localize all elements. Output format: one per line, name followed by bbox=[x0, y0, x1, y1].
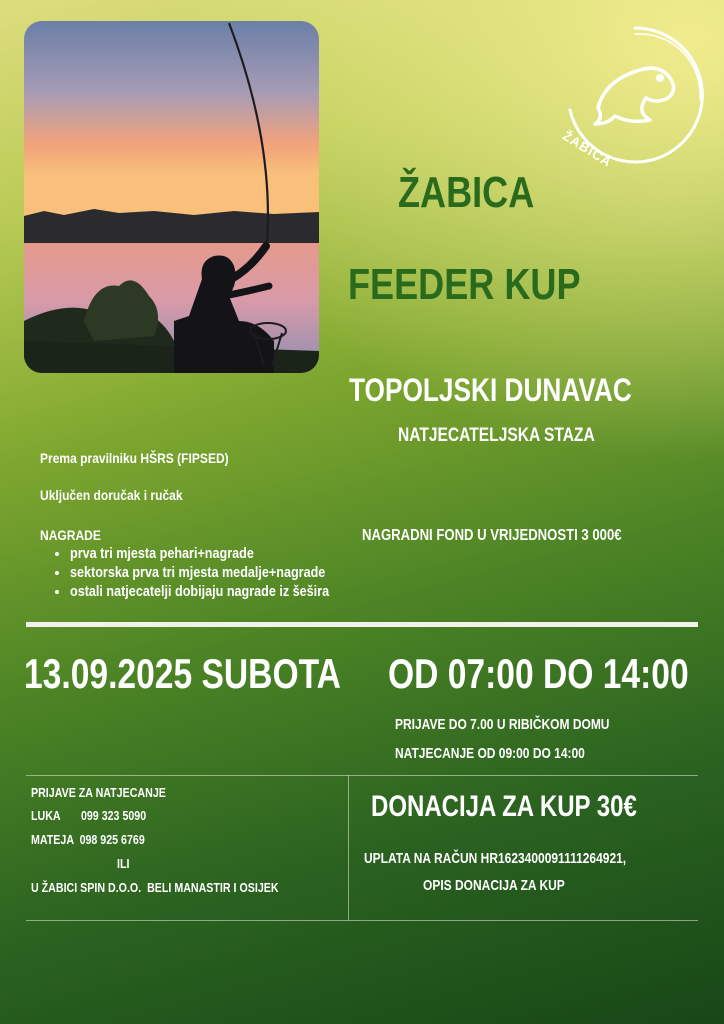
frog-icon bbox=[595, 68, 674, 124]
donation-payment: UPLATA NA RAČUN HR1623400091111264921, bbox=[364, 850, 627, 867]
prizes-heading: NAGRADE bbox=[40, 527, 101, 543]
prizes-list bbox=[54, 544, 378, 601]
title-line-2: FEEDER KUP bbox=[348, 260, 581, 309]
location-name: TOPOLJSKI DUNAVAC bbox=[349, 372, 632, 408]
divider bbox=[26, 775, 698, 776]
event-date: 13.09.2025 SUBOTA bbox=[24, 650, 341, 697]
divider bbox=[26, 920, 698, 921]
prize-fund: NAGRADNI FOND U VRIJEDNOSTI 3 000€ bbox=[362, 527, 622, 544]
contact-mateja: MATEJA 098 925 6769 bbox=[31, 832, 145, 847]
donation-title: DONACIJA ZA KUP 30€ bbox=[371, 790, 637, 823]
contacts-heading: PRIJAVE ZA NATJECANJE bbox=[31, 785, 166, 800]
location-sub: NATJECATELJSKA STAZA bbox=[398, 425, 595, 446]
title-line-1: ŽABICA bbox=[398, 168, 535, 217]
competition-time: NATJECANJE OD 09:00 DO 14:00 bbox=[395, 745, 585, 762]
contact-shop: U ŽABICI SPIN D.O.O. BELI MANASTIR I OSIJEK bbox=[31, 880, 279, 895]
contact-or: ILI bbox=[117, 856, 130, 871]
divider bbox=[348, 775, 349, 920]
rules-text: Prema pravilniku HŠRS (FIPSED) bbox=[40, 450, 229, 466]
list-item: • prva tri mjesta pehari+nagrade bbox=[70, 544, 378, 563]
contact-luka: LUKA 099 323 5090 bbox=[31, 808, 147, 823]
donation-description: OPIS DONACIJA ZA KUP bbox=[423, 877, 565, 894]
registration-time: PRIJAVE DO 7.00 U RIBIČKOM DOMU bbox=[395, 716, 610, 733]
list-item: • ostali natjecatelji dobijaju nagrade iz šešira bbox=[70, 582, 378, 601]
logo-text: ŽABICA bbox=[560, 128, 615, 170]
event-time: OD 07:00 DO 14:00 bbox=[388, 650, 689, 697]
divider bbox=[26, 622, 698, 627]
list-item: • sektorska prva tri mjesta medalje+nagrade bbox=[70, 563, 378, 582]
fishing-photo bbox=[24, 21, 319, 373]
meals-text: Uključen doručak i ručak bbox=[40, 487, 183, 503]
